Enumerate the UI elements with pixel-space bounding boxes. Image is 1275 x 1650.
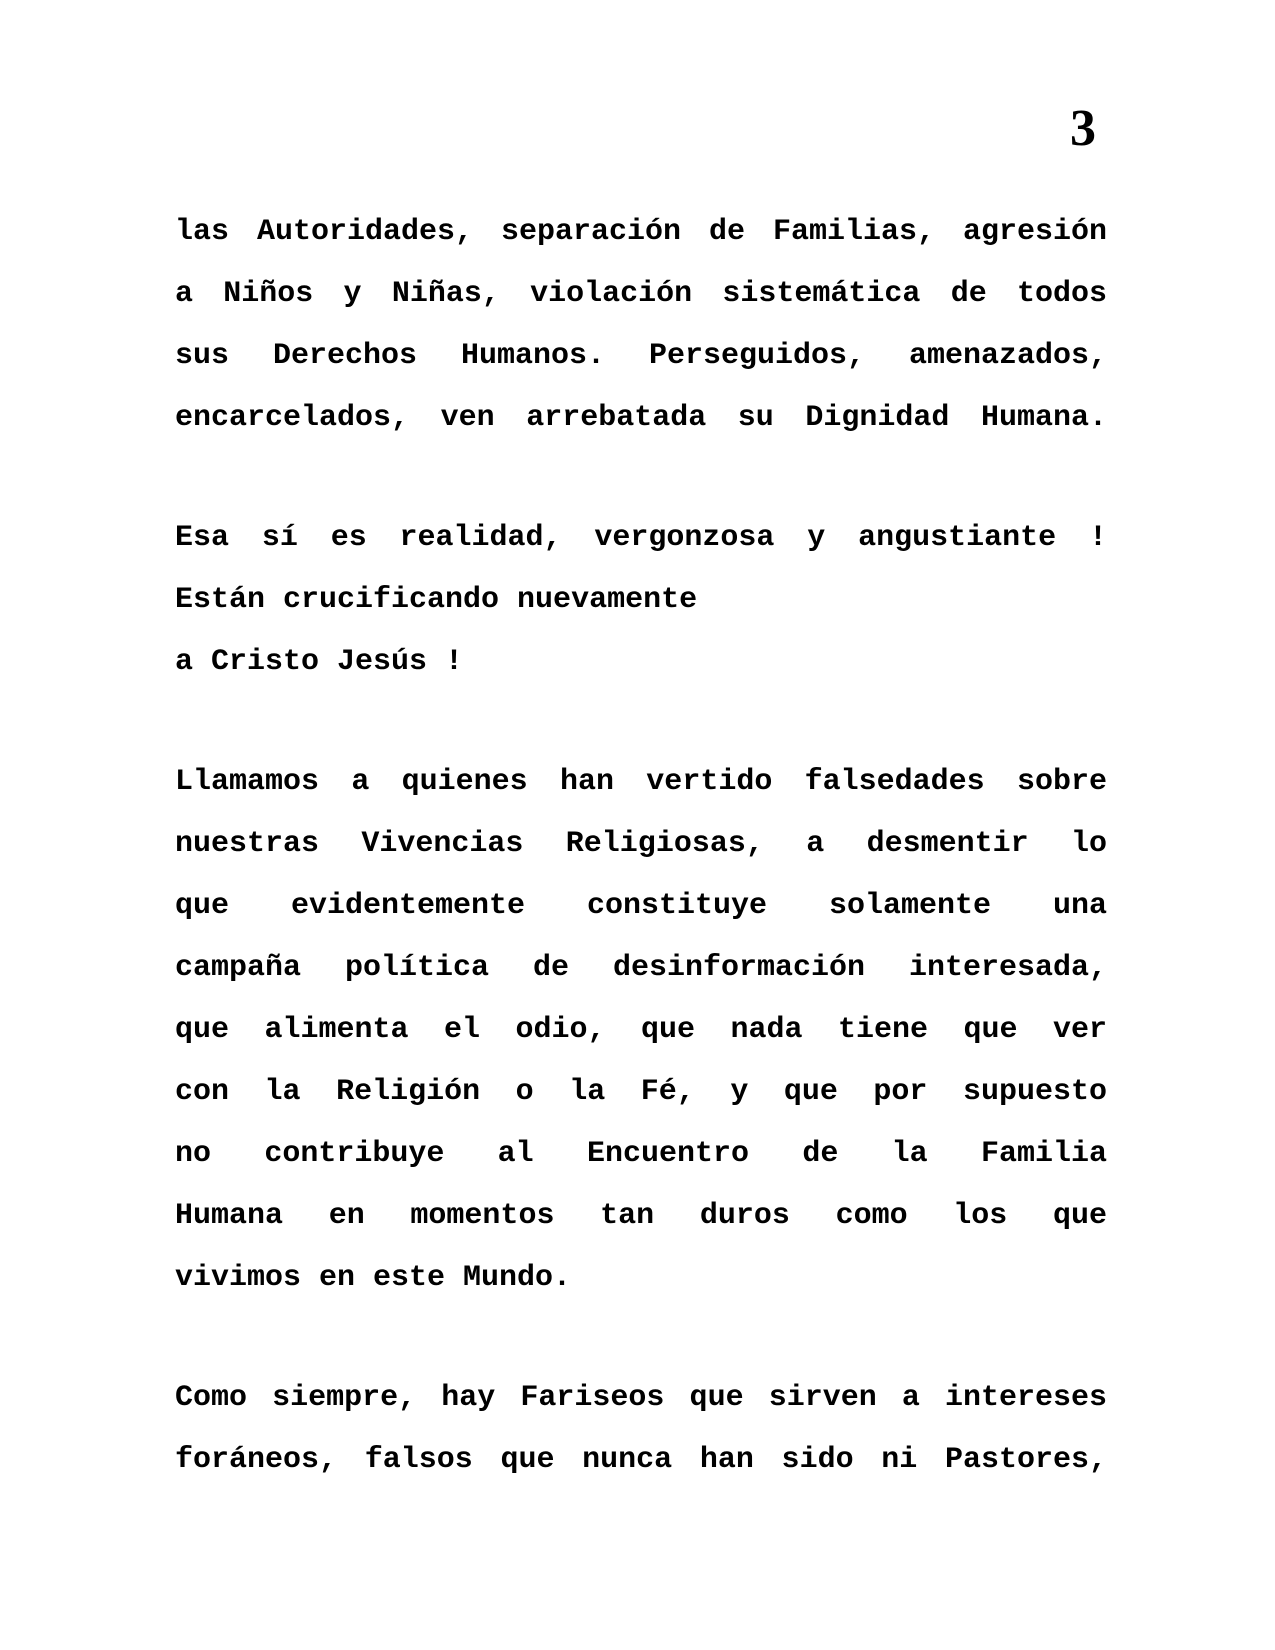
text-line: Esa sí es realidad, vergonzosa y angustiante ! bbox=[175, 521, 1107, 555]
text-line: con la Religión o la Fé, y que por supuesto bbox=[175, 1075, 1107, 1109]
paragraph bbox=[175, 507, 1107, 693]
text-line: las Autoridades, separación de Familias, agresión bbox=[175, 215, 1107, 249]
paragraph bbox=[175, 1367, 1107, 1491]
paragraph bbox=[175, 201, 1107, 449]
text-line: Como siempre, hay Fariseos que sirven a intereses bbox=[175, 1381, 1107, 1415]
text-line: a Cristo Jesús ! bbox=[175, 645, 464, 679]
document-body bbox=[175, 201, 1107, 1491]
paragraph bbox=[175, 751, 1107, 1309]
text-line: foráneos, falsos que nunca han sido ni Pastores, bbox=[175, 1443, 1107, 1477]
text-line: que alimenta el odio, que nada tiene que ver bbox=[175, 1013, 1107, 1047]
text-line: sus Derechos Humanos. Perseguidos, amenazados, bbox=[175, 339, 1107, 373]
text-line: Humana en momentos tan duros como los que bbox=[175, 1199, 1107, 1233]
text-line: no contribuye al Encuentro de la Familia bbox=[175, 1137, 1107, 1171]
text-line: que evidentemente constituye solamente una bbox=[175, 889, 1107, 923]
page-number: 3 bbox=[1070, 100, 1096, 157]
text-line: encarcelados, ven arrebatada su Dignidad Humana. bbox=[175, 401, 1107, 435]
text-line: a Niños y Niñas, violación sistemática de todos bbox=[175, 277, 1107, 311]
text-line: nuestras Vivencias Religiosas, a desmentir lo bbox=[175, 827, 1107, 861]
text-line: vivimos en este Mundo. bbox=[175, 1261, 572, 1295]
text-line: Están crucificando nuevamente bbox=[175, 583, 698, 617]
text-line: campaña política de desinformación interesada, bbox=[175, 951, 1107, 985]
text-line: Llamamos a quienes han vertido falsedades sobre bbox=[175, 765, 1107, 799]
